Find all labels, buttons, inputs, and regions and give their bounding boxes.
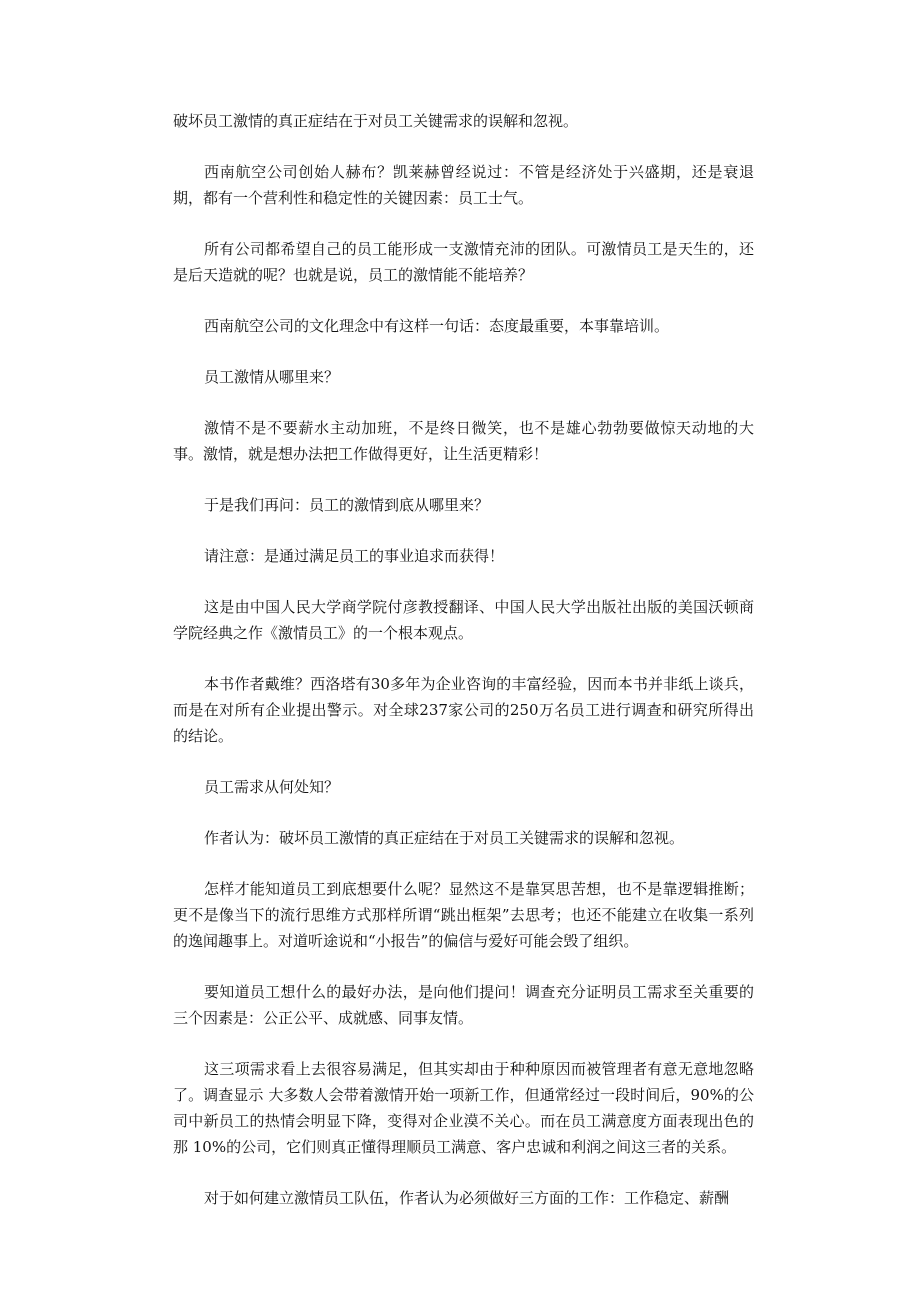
paragraph-15: 这三项需求看上去很容易满足，但其实却由于种种原因而被管理者有意无意地忽略了。调查显示 大多数人会带着激情开始一项新工作，但通常经过一段时间后，90%的公司中新员工的热情会明显下降，变得对企业漠不关心。而在员工满意度方面表现出色的那 10%的公司，它们则真正懂得理顺员工满意、客户忠诚和利润之间这三者的关系。: [173, 1060, 754, 1156]
paragraph-13: 怎样才能知道员工到底想要什么呢？显然这不是靠冥思苦想，也不是靠逻辑推断；更不是像当下的流行思维方式那样所谓“跳出框架”去思考；也还不能建立在收集一系列的逸闻趣事上。对道听途说和“小报告”的偏信与爱好可能会毁了组织。: [173, 880, 754, 950]
paragraph-7: 于是我们再问：员工的激情到底从哪里来？: [204, 496, 490, 514]
paragraph-4: 西南航空公司的文化理念中有这样一句话：态度最重要，本事靠培训。: [204, 317, 670, 335]
paragraph-6: 激情不是不要薪水主动加班，不是终日微笑，也不是雄心勃勃要做惊天动地的大事。激情，就是想办法把工作做得更好，让生活更精彩！: [173, 419, 754, 463]
paragraph-3: 所有公司都希望自己的员工能形成一支激情充沛的团队。可激情员工是天生的，还是后天造就的呢？也就是说，员工的激情能不能培养？: [173, 240, 754, 284]
paragraph-1: 破坏员工激情的真正症结在于对员工关键需求的误解和忽视。: [173, 112, 579, 130]
paragraph-16: 对于如何建立激情员工队伍，作者认为必须做好三方面的工作：工作稳定、薪酬: [204, 1189, 730, 1207]
paragraph-2: 西南航空公司创始人赫布？凯莱赫曾经说过：不管是经济处于兴盛期，还是衰退期，都有一个营利性和稳定性的关键因素：员工士气。: [173, 163, 754, 207]
paragraph-14: 要知道员工想什么的最好办法，是向他们提问！调查充分证明员工需求至关重要的三个因素是：公正公平、成就感、同事友情。: [173, 983, 754, 1027]
document-page: [173, 108, 754, 1236]
section-heading-2: 员工需求从何处知？: [204, 778, 340, 796]
paragraph-9: 这是由中国人民大学商学院付彦教授翻译、中国人民大学出版社出版的美国沃顿商学院经典之作《激情员工》的一个根本观点。: [173, 598, 754, 642]
paragraph-8: 请注意：是通过满足员工的事业追求而获得！: [204, 547, 505, 565]
paragraph-12: 作者认为：破坏员工激情的真正症结在于对员工关键需求的误解和忽视。: [204, 829, 685, 847]
section-heading-1: 员工激情从哪里来？: [204, 368, 340, 386]
paragraph-10: 本书作者戴维？西洛塔有30多年为企业咨询的丰富经验，因而本书并非纸上谈兵，而是在对所有企业提出警示。对全球237家公司的250万名员工进行调查和研究所得出的结论。: [173, 675, 754, 745]
